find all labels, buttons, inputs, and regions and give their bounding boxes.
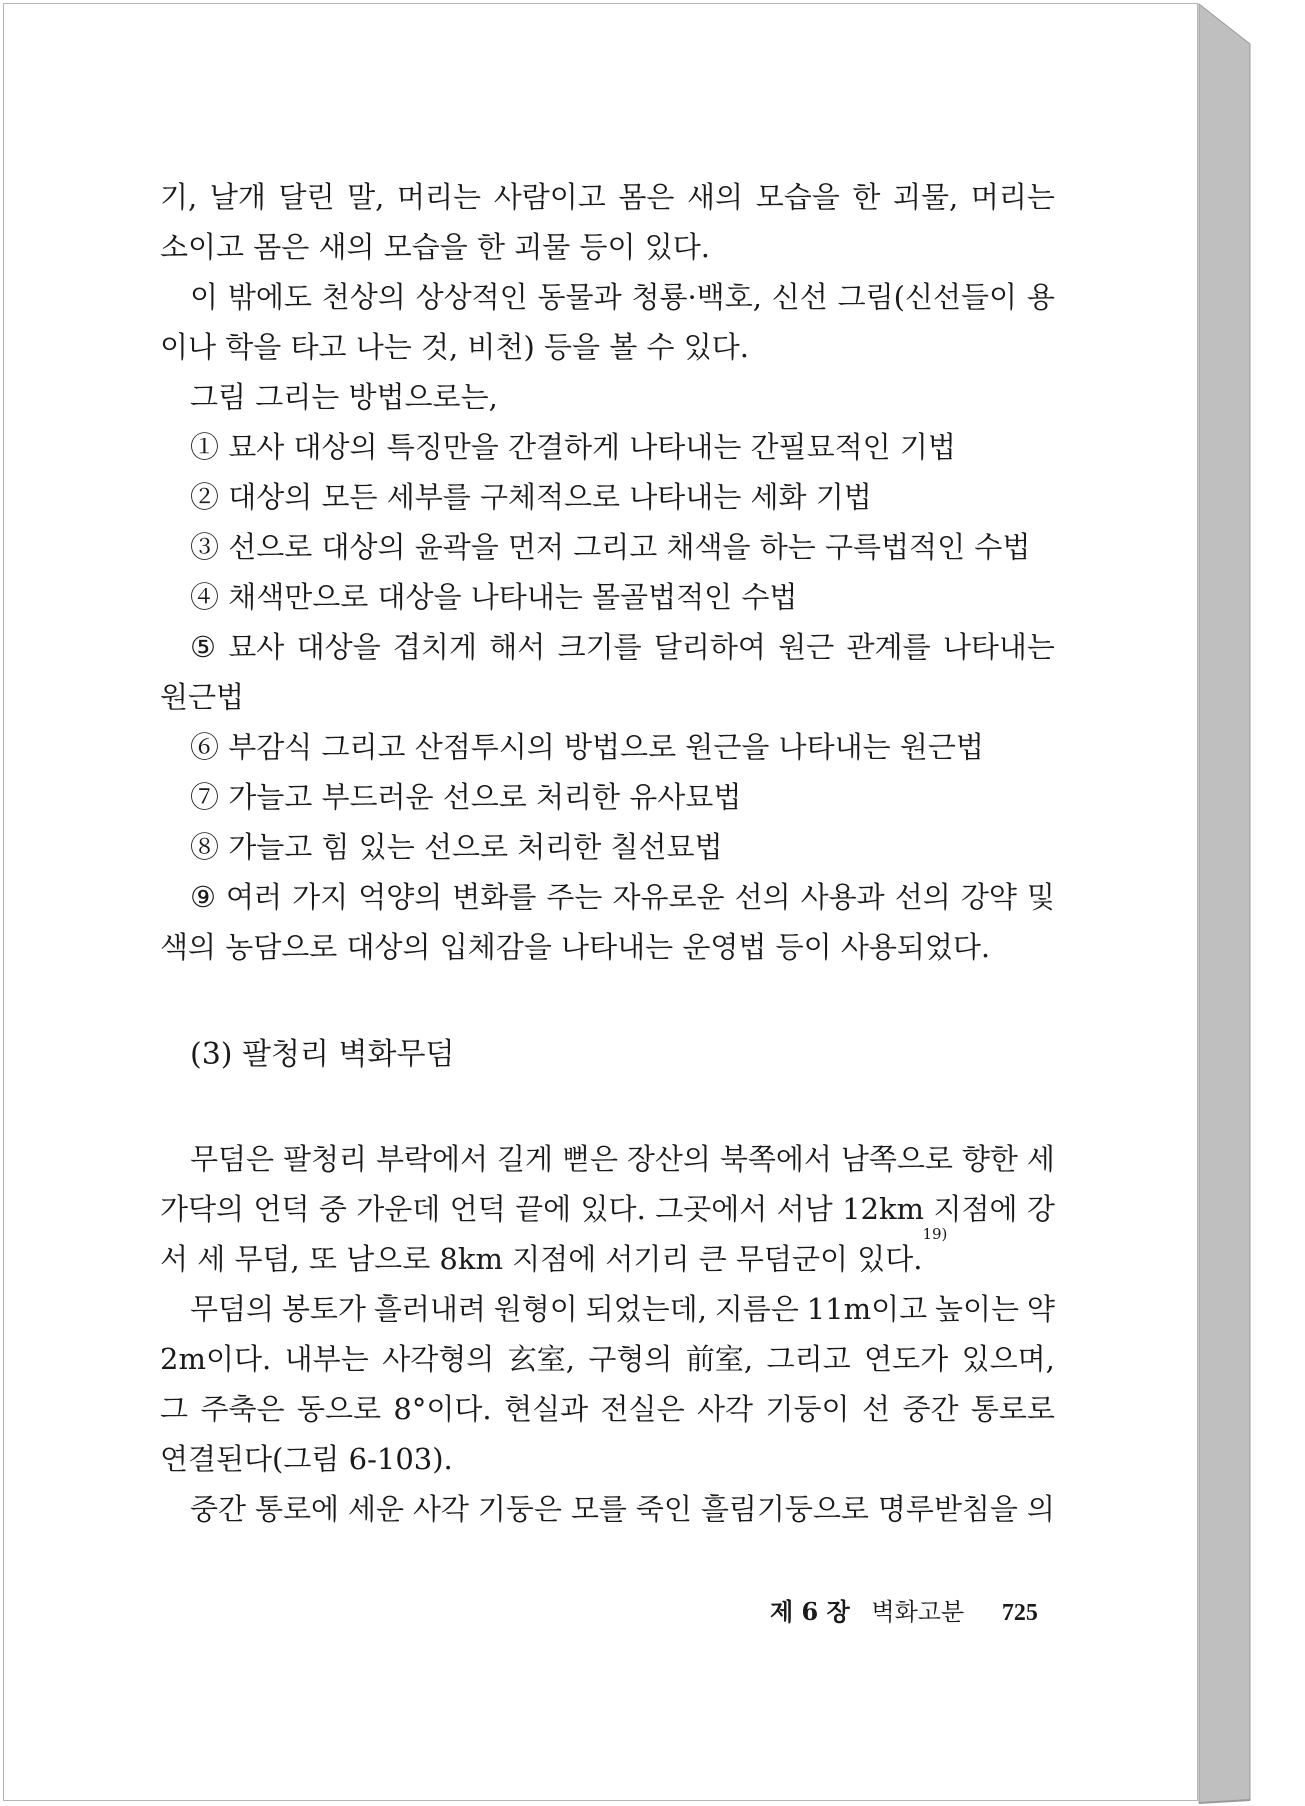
word: 끝에 [515,1192,572,1226]
line-text: 서 세 무덤, 또 남으로 8km 지점에 서기리 큰 무덤군이 있다. [160,1242,923,1276]
word: 이 [190,280,219,314]
word: 12km [842,1192,925,1226]
text-line [160,272,1055,322]
word: 묘사 [228,630,285,664]
word: 세 [1026,1142,1055,1176]
word: 변화를 [452,880,537,914]
text-line [160,1434,1055,1484]
text-line [160,922,1055,972]
text-line [160,372,1055,422]
word: 선의 [894,880,951,914]
word: 관계를 [846,630,931,664]
word: 뻗은 [561,1142,618,1176]
word: 언덕 [449,1192,506,1226]
word: 중 [318,1192,347,1226]
word: 선의 [734,880,791,914]
word: 길게 [496,1142,553,1176]
text-line [160,672,1055,722]
text-line [160,872,1055,922]
word: 흘러내려 [373,1292,486,1326]
word: 무덤은 [190,1142,275,1176]
word: 한 [852,180,881,214]
line-text: 이나 학을 타고 나는 것, 비천) 등을 볼 수 있다. [160,330,749,364]
word: 통로로 [970,1392,1055,1426]
word: 장산의 [626,1142,711,1176]
text-line [160,1225,1055,1284]
word: 연도가 [864,1342,949,1376]
word: 모를 [570,1492,627,1526]
word: 봉토가 [281,1292,366,1326]
text-line [160,172,1055,222]
word: 11m이고 [806,1292,928,1326]
word: 있다. [580,1192,646,1226]
text-line [160,1334,1055,1384]
word: 달리하여 [653,630,766,664]
chapter-title: 벽화고분 [871,1598,965,1626]
text-line [160,522,1055,572]
word: 현실과 [504,1392,589,1426]
text-line [160,722,1055,772]
word: 천상의 [321,280,406,314]
footnote-marker: 19) [922,1225,948,1243]
word: 약 [1026,1292,1055,1326]
text-line [160,1284,1055,1334]
word: 전실은 [600,1392,685,1426]
line-text: ④ 채색만으로 대상을 나타내는 몰골법적인 수법 [190,580,798,614]
word: 되었는데, [585,1292,707,1326]
word: 세운 [347,1492,404,1526]
word: 상상적인 [415,280,528,314]
word: 그리고 [766,1342,851,1376]
word: 내부는 [284,1342,369,1376]
text-line [160,1384,1055,1434]
word: 그곳에서 [655,1192,768,1226]
line-text: ⑧ 가늘고 힘 있는 선으로 처리한 칠선묘법 [190,830,723,864]
word: 구형의 [588,1342,673,1376]
word: 북쪽에서 [719,1142,832,1176]
word: 새의 [687,180,744,214]
text-line [160,822,1055,872]
line-text: 연결된다(그림 6-103). [160,1442,453,1476]
word: 의 [1026,1492,1055,1526]
word: 기, [160,180,198,214]
word: 겹치게 [392,630,477,664]
word: 통로에 [254,1492,340,1526]
word: 높이는 [934,1292,1020,1326]
word: 및 [1026,880,1055,914]
page-footer [770,1596,1038,1629]
word: 주축은 [200,1392,285,1426]
word: 그 [160,1392,189,1426]
word: 중간 [902,1392,959,1426]
word: 강약 [960,880,1017,914]
text-line [160,622,1055,672]
word: 날개 [209,180,266,214]
line-text: ⑦ 가늘고 부드러운 선으로 처리한 유사묘법 [190,780,742,814]
line-text: ⑥ 부감식 그리고 산점투시의 방법으로 원근을 나타내는 원근법 [190,730,984,764]
body-text-bottom [160,1134,1055,1534]
word: 2m이다. [160,1342,272,1376]
chapter-label: 제 6 장 [770,1597,850,1626]
line-text: 색의 농담으로 대상의 입체감을 나타내는 운영법 등이 사용되었다. [160,930,991,964]
word: 있으며, [961,1342,1055,1376]
line-text: ① 묘사 대상의 특징만을 간결하게 나타내는 간필묘적인 기법 [190,430,956,464]
word: 대상을 [296,630,381,664]
word: 팔청리 [282,1142,368,1176]
word: 흘림기둥으로 [700,1492,869,1526]
word: 그림(신선들이 [837,280,1018,314]
word: 모습을 [755,180,840,214]
word: 언덕 [253,1192,310,1226]
word: 괴물, [893,180,959,214]
text-line [160,1184,1055,1234]
word: 무덤의 [190,1292,275,1326]
word: 가지 [292,880,349,914]
line-text: 소이고 몸은 새의 모습을 한 괴물 등이 있다. [160,230,710,264]
word: 몸은 [618,180,675,214]
word: 사람이고 [493,180,606,214]
word: ⑤ [190,630,216,664]
word: 동으로 [296,1392,381,1426]
word: 청룡·백호, [631,280,762,314]
page-number: 725 [1001,1600,1038,1626]
word: 크기를 [557,630,642,664]
word: 가운데 [356,1192,441,1226]
line-text: ③ 선으로 대상의 윤곽을 먼저 그리고 채색을 하는 구륵법적인 수법 [190,530,1031,564]
word: 명루받침을 [877,1492,1018,1526]
word: 원형이 [493,1292,578,1326]
word: 원근 [778,630,835,664]
word: 여러 [226,880,283,914]
word: 사각형의 [382,1342,495,1376]
word: 향한 [961,1142,1018,1176]
word: 선 [861,1392,890,1426]
text-line [160,772,1055,822]
text-line [160,572,1055,622]
word: 중간 [190,1492,247,1526]
word: 사각 [697,1392,754,1426]
text-line [160,422,1055,472]
word: ⑨ [190,880,216,914]
word: 지름은 [714,1292,799,1326]
section-heading: (3) 팔청리 벽화무덤 [190,1037,455,1072]
word: 나타내는 [942,630,1055,664]
text-line [160,1484,1055,1534]
word: 용 [1026,280,1055,314]
word: 기둥이 [765,1392,850,1426]
word: 지점에 [933,1192,1018,1226]
word: 부락에서 [375,1142,489,1176]
word: 前室, [685,1342,754,1376]
text-line [160,1134,1055,1184]
word: 주는 [546,880,603,914]
word: 강 [1026,1192,1055,1226]
word: 해서 [489,630,546,664]
word: 기둥은 [477,1492,562,1526]
line-text: 그림 그리는 방법으로는, [190,380,498,414]
word: 달린 [278,180,335,214]
word: 머리는 [970,180,1055,214]
word: 사용과 [800,880,885,914]
word: 서남 [776,1192,833,1226]
word: 玄室, [507,1342,575,1376]
word: 남쪽으로 [840,1142,953,1176]
text-line [160,322,1055,372]
word: 말, [347,180,385,214]
word: 억양의 [358,880,443,914]
word: 밖에도 [227,280,312,314]
word: 자유로운 [612,880,725,914]
text-line [160,222,1055,272]
word: 사각 [412,1492,469,1526]
word: 8°이다. [393,1392,492,1426]
line-text: 원근법 [160,680,245,714]
word: 가닥의 [160,1192,245,1226]
word: 머리는 [397,180,482,214]
word: 동물과 [537,280,622,314]
body-text-top [160,172,1055,972]
word: 신선 [771,280,828,314]
word: 죽인 [635,1492,692,1526]
text-line [160,472,1055,522]
line-text: ② 대상의 모든 세부를 구체적으로 나타내는 세화 기법 [190,480,872,514]
